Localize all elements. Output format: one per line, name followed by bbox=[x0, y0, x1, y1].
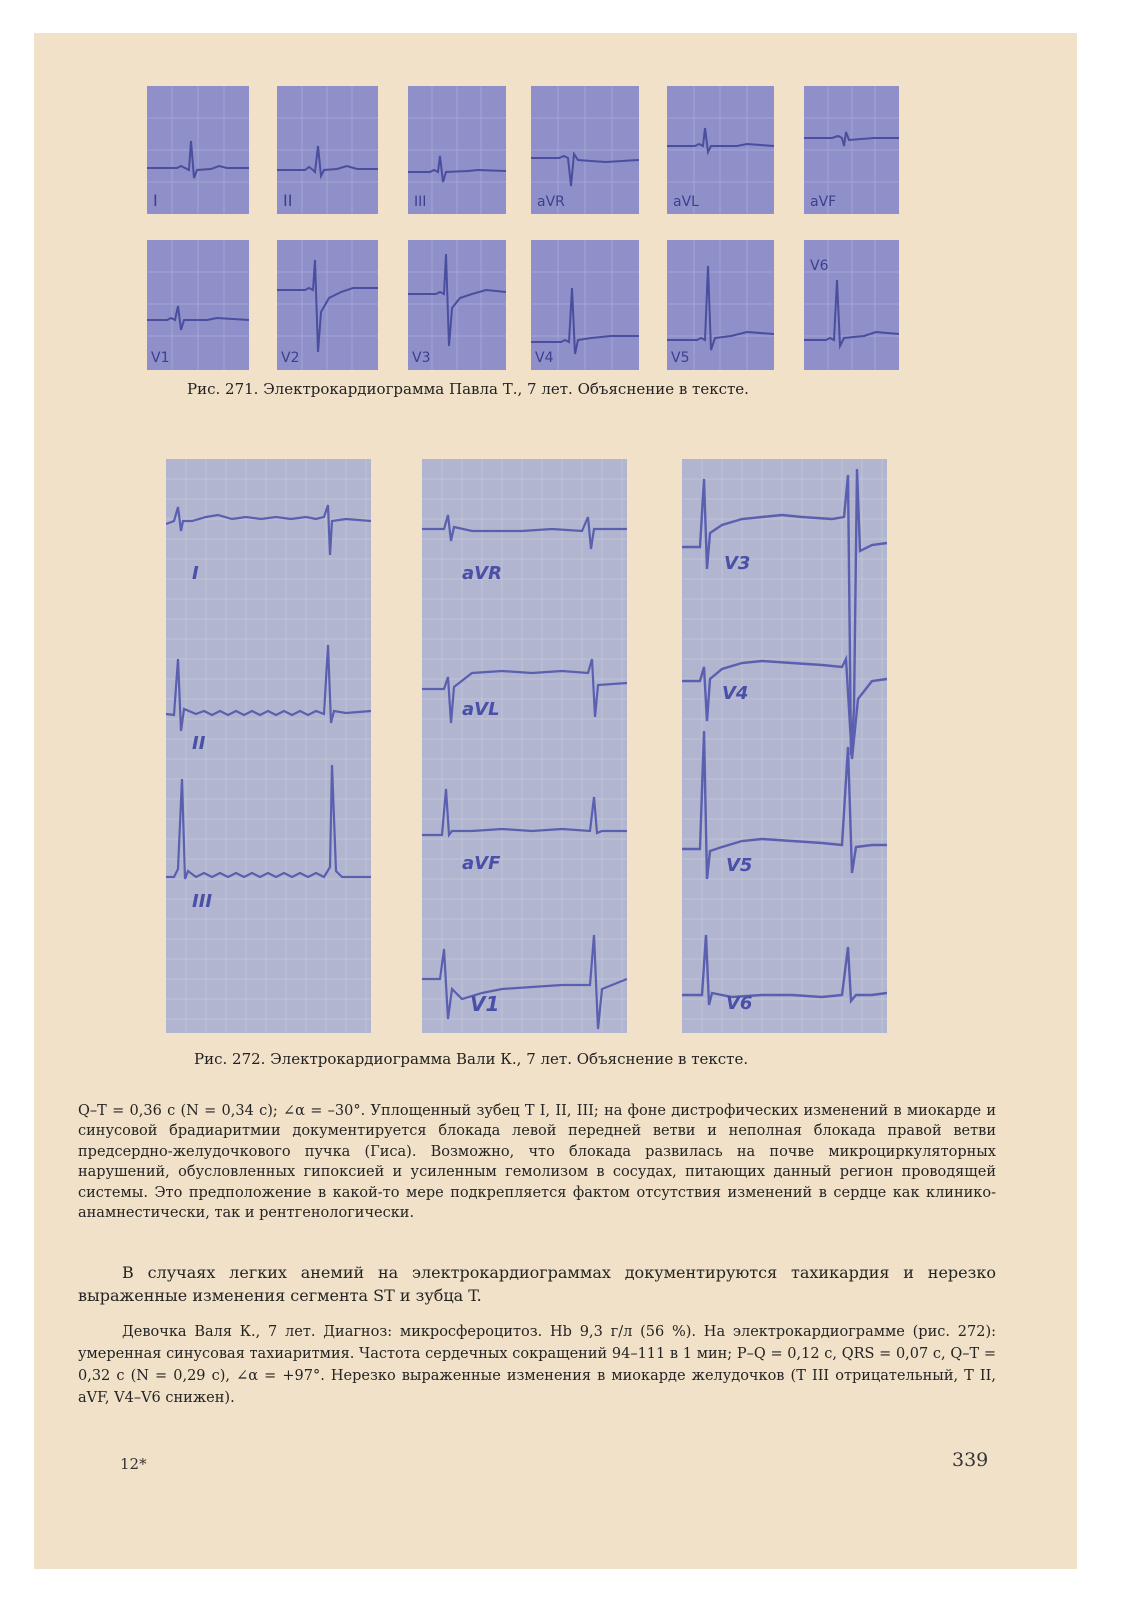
ecg-panel-V4 bbox=[531, 240, 639, 370]
svg-text:aVF: aVF bbox=[810, 194, 837, 210]
svg-text:aVR: aVR bbox=[462, 563, 502, 584]
svg-text:II: II bbox=[283, 191, 293, 210]
ecg-panel-aVF bbox=[804, 86, 899, 214]
ecg-panel-V1 bbox=[147, 240, 249, 370]
book-page bbox=[34, 33, 1077, 1569]
svg-text:V4: V4 bbox=[722, 683, 749, 704]
ecg-panel-V3 bbox=[408, 240, 506, 370]
signature-mark: 12* bbox=[120, 1455, 147, 1473]
svg-text:aVR: aVR bbox=[537, 194, 565, 210]
ecg-panel-V5 bbox=[667, 240, 774, 370]
ecg-panel-aVL bbox=[667, 86, 774, 214]
svg-text:III: III bbox=[414, 194, 427, 210]
paragraph-3: Девочка Валя К., 7 лет. Диагноз: микросфероцитоз. Hb 9,3 г/л (56 %). На электрокардиограмме (рис. 272): умеренная синусовая тахиаритмия. Частота сердечных сокращений 94–111 в 1 мин; P–Q = 0,12 с, QRS = 0,07 с, Q–T = 0,32 с (N = 0,29 с), ∠α = +97°. Нерезко выраженные изменения в миокарде желудочков (T III отрицательный, T II, aVF, V4–V6 снижен). bbox=[78, 1324, 997, 1406]
svg-text:V6: V6 bbox=[726, 993, 753, 1014]
svg-text:I: I bbox=[192, 563, 199, 584]
paragraph-2: В случаях легких анемий на электрокардиограммах документируются тахикардия и нерезко выраженные изменения сегмента ST и зубца T. bbox=[78, 1263, 996, 1305]
ecg-strip-limb-leads bbox=[166, 459, 371, 1033]
svg-text:V3: V3 bbox=[724, 553, 751, 574]
svg-text:V4: V4 bbox=[535, 350, 554, 366]
figure-271-caption: Рис. 271. Электрокардиограмма Павла Т., 7 лет. Объяснение в тексте. bbox=[187, 380, 749, 398]
ecg-strip-augmented-leads bbox=[422, 459, 627, 1033]
svg-text:II: II bbox=[192, 733, 206, 754]
page-number: 339 bbox=[952, 1449, 989, 1471]
ecg-panel-aVR bbox=[531, 86, 639, 214]
ecg-panel-II bbox=[277, 86, 378, 214]
svg-text:V5: V5 bbox=[726, 855, 753, 876]
svg-text:V1: V1 bbox=[470, 992, 500, 1016]
ecg-panel-I bbox=[147, 86, 249, 214]
figure-272-caption: Рис. 272. Электрокардиограмма Вали К., 7 лет. Объяснение в тексте. bbox=[194, 1050, 749, 1068]
ecg-panel-III bbox=[408, 86, 506, 214]
svg-text:aVL: aVL bbox=[673, 194, 699, 210]
svg-text:V5: V5 bbox=[671, 350, 690, 366]
svg-text:V3: V3 bbox=[412, 350, 431, 366]
svg-text:V6: V6 bbox=[810, 258, 829, 274]
svg-text:III: III bbox=[192, 891, 213, 912]
ecg-panel-V6 bbox=[804, 240, 899, 370]
svg-text:aVL: aVL bbox=[462, 699, 500, 720]
svg-text:aVF: aVF bbox=[462, 853, 501, 874]
paragraph-1: Q–T = 0,36 с (N = 0,34 с); ∠α = –30°. Уплощенный зубец T I, II, III; на фоне дистрофических изменений в миокарде и синусовой брадиаритмии документируется блокада левой передней ветви и неполная блокада правой ветви предсердно-желудочкового пучка (Гиса). Возможно, что блокада развилась на почве микроциркуляторных нарушений, обусловленных гипоксией и усиленным гемолизом в сосудах, питающих данный регион проводящей системы. Это предположение в какой-то мере подкрепляется фактом отсутствия изменений в сердце как клинико-анамнестически, так и рентгенологически. bbox=[78, 1103, 996, 1222]
svg-text:V1: V1 bbox=[151, 350, 170, 366]
ecg-panel-V2 bbox=[277, 240, 378, 370]
svg-text:V2: V2 bbox=[281, 350, 300, 366]
ecg-strip-chest-leads bbox=[682, 459, 887, 1033]
svg-text:I: I bbox=[153, 191, 158, 210]
